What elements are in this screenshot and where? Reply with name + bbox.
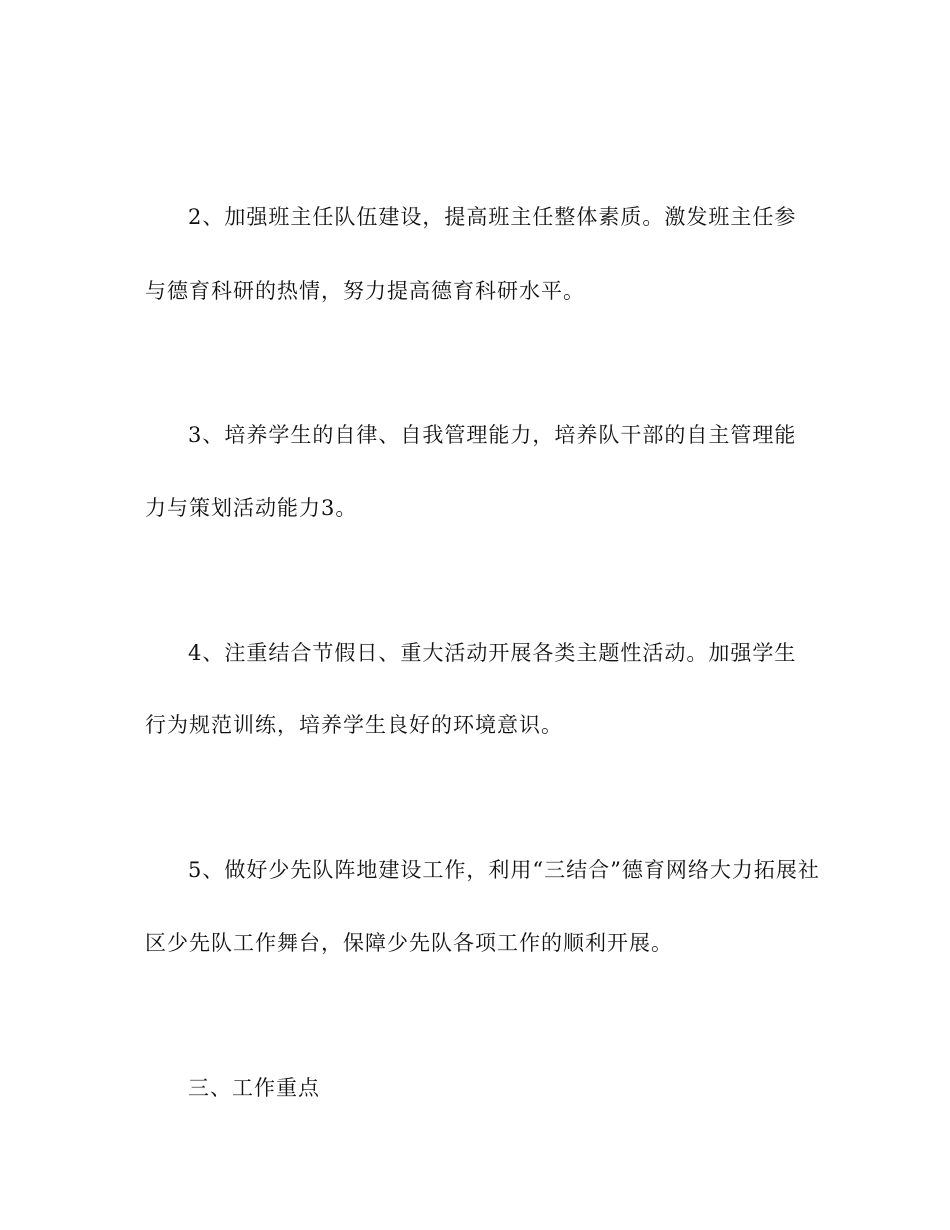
paragraph-3-line-2: 力与策划活动能力3。 [145,496,358,520]
paragraph-3-line-1: 3、培养学生的自律、自我管理能力，培养队干部的自主管理能 [188,423,797,447]
paragraph-4-line-2: 行为规范训练，培养学生良好的环境意识。 [145,713,563,737]
paragraph-5-line-2: 区少先队工作舞台，保障少先队各项工作的顺利开展。 [145,931,673,955]
paragraph-2-line-1: 2、加强班主任队伍建设，提高班主任整体素质。激发班主任参 [188,205,797,229]
paragraph-5-line-1: 5、做好少先队阵地建设工作，利用“三结合”德育网络大力拓展社 [188,858,820,882]
paragraph-2-line-2: 与德育科研的热情，努力提高德育科研水平。 [145,279,585,303]
paragraph-4-line-1: 4、注重结合节假日、重大活动开展各类主题性活动。加强学生 [188,641,797,665]
section-heading: 三、工作重点 [188,1076,320,1100]
